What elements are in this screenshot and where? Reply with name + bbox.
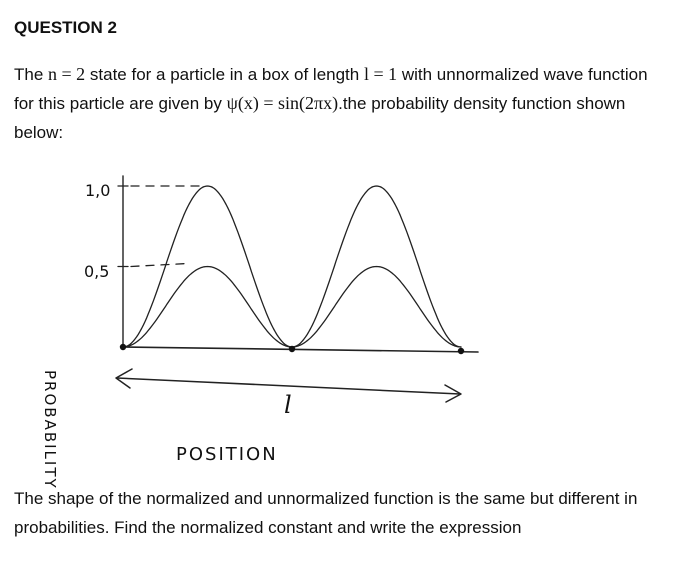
- problem-text-2: state for a particle in a box of length: [85, 65, 364, 84]
- node-dot-0: [120, 344, 126, 350]
- node-dot-2: [458, 348, 464, 354]
- math-n: n = 2: [48, 64, 86, 84]
- guide-dash-low: [131, 264, 188, 267]
- problem-text-3: with unnormalized wave function for this particle are given by: [14, 65, 648, 113]
- y-axis-label: PROBABILITY: [41, 370, 59, 490]
- footer-text: The shape of the normalized and unnormalized function is the same but different in probabilities. Find the normalized constant and write the expression: [14, 489, 638, 537]
- math-length: l = 1: [363, 64, 398, 84]
- math-wavefunction: ψ(x) = sin(2πx): [226, 93, 339, 113]
- problem-text-4: .the probability density function shown below:: [14, 94, 626, 142]
- y-tick-label-low: 0,5: [84, 262, 110, 281]
- y-tick-label-high: 1,0: [85, 181, 111, 200]
- x-axis-label: POSITION: [176, 444, 278, 465]
- x-axis-line: [123, 347, 478, 352]
- chart-marks: [116, 176, 478, 402]
- question-title: QUESTION 2: [14, 18, 117, 37]
- curve-unnormalized: [123, 267, 461, 348]
- curve-normalized: [123, 186, 461, 347]
- length-label: l: [284, 391, 292, 419]
- node-dot-1: [289, 346, 295, 352]
- problem-text-1: The: [14, 65, 49, 84]
